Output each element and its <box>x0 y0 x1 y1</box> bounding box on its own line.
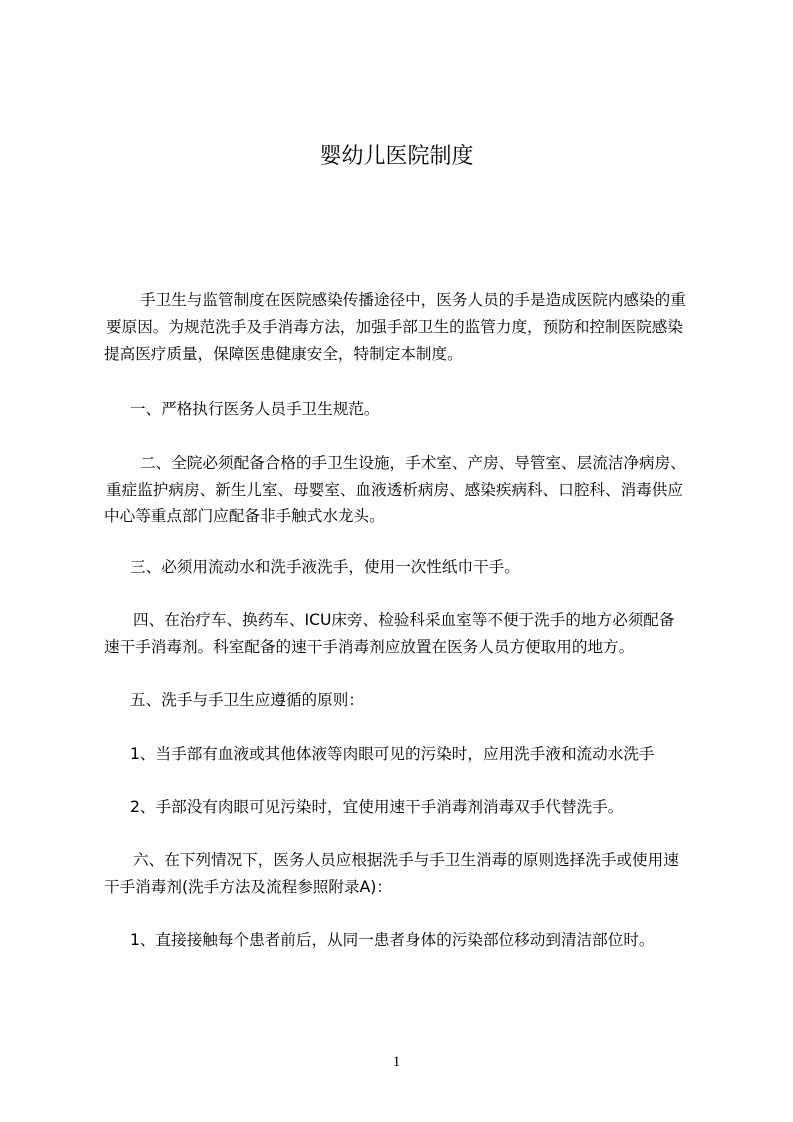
clause-5: 五、洗手与手卫生应遵循的原则： <box>130 691 364 709</box>
paragraph-intro-line: 手卫生与监管制度在医院感染传播途径中，医务人员的手是造成医院内感染的重 <box>140 291 686 309</box>
clause-6-line: 干手消毒剂(洗手方法及流程参照附录A)： <box>104 878 392 896</box>
clause-6-line: 六、在下列情况下，医务人员应根据洗手与手卫生消毒的原则选择洗手或使用速 <box>133 851 679 869</box>
clause-6-item-1: 1、直接接触每个患者前后，从同一患者身体的污染部位移动到清洁部位时。 <box>130 931 655 949</box>
clause-5-item-2: 2、手部没有肉眼可见污染时，宜使用速干手消毒剂消毒双手代替洗手。 <box>130 798 624 816</box>
clause-3: 三、必须用流动水和洗手液洗手，使用一次性纸巾干手。 <box>130 558 520 576</box>
clause-5-item-1: 1、当手部有血液或其他体液等肉眼可见的污染时，应用洗手液和流动水洗手 <box>130 745 655 763</box>
clause-2-line: 重症监护病房、新生儿室、母婴室、血液透析病房、感染疾病科、口腔科、消毒供应 <box>106 481 683 499</box>
paragraph-intro-line: 要原因。为规范洗手及手消毒方法，加强手部卫生的监管力度，预防和控制医院感染 <box>106 318 683 336</box>
paragraph-intro-line: 提高医疗质量，保障医患健康安全，特制定本制度。 <box>104 345 463 363</box>
clause-4-line: 四、在治疗车、换药车、ICU床旁、检验科采血室等不便于洗手的地方必须配备 <box>133 611 675 629</box>
clause-1: 一、严格执行医务人员手卫生规范。 <box>130 400 380 418</box>
page-number: 1 <box>392 1054 401 1070</box>
clause-2-line: 中心等重点部门应配备非手触式水龙头。 <box>104 507 385 525</box>
clause-4-line: 速干手消毒剂。科室配备的速干手消毒剂应放置在医务人员方便取用的地方。 <box>104 638 635 656</box>
document-title: 婴幼儿医院制度 <box>319 144 474 169</box>
clause-2-line: 二、全院必须配备合格的手卫生设施，手术室、产房、导管室、层流洁净病房、 <box>140 454 686 472</box>
